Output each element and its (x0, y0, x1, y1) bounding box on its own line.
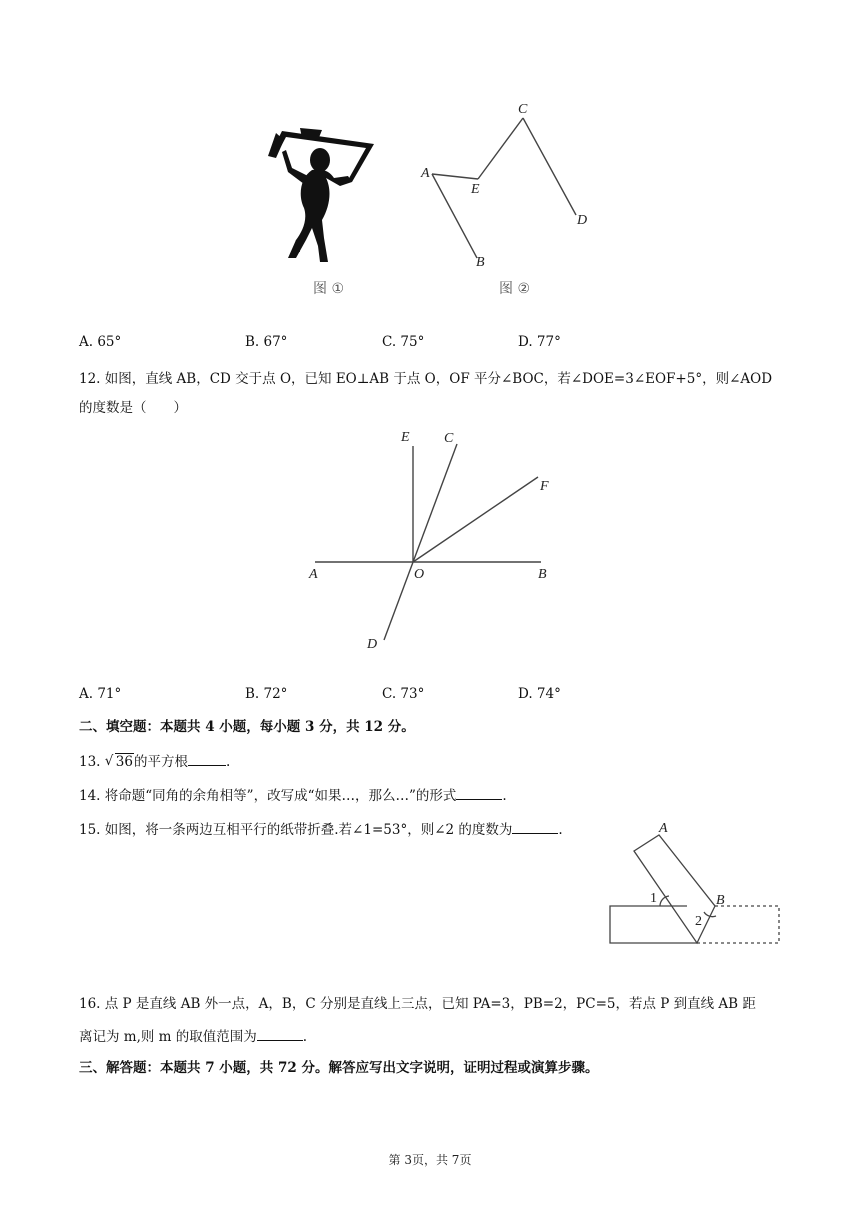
q14-question (79, 785, 507, 806)
q11-option-c: C. 75° (382, 334, 425, 350)
sqrt-expression (105, 752, 134, 772)
q12-option-c: C. 73° (382, 686, 425, 702)
q16-question-line2 (79, 1026, 307, 1047)
figure-caption-1: 图 ① (313, 281, 345, 297)
label-C: C (518, 102, 528, 117)
q11-option-a: A. 65° (79, 334, 122, 350)
label-A: A (309, 567, 318, 582)
label-B: B (538, 567, 547, 582)
q12-question-line2: 的度数是（ ） (79, 400, 187, 416)
q15-text: 15. 如图，将一条两边互相平行的纸带折叠.若∠1=53°，则∠2 的度数为 (79, 822, 513, 838)
q16-answer-blank[interactable] (257, 1026, 303, 1041)
q12-option-b: B. 72° (245, 686, 288, 702)
q13-number: 13. (79, 754, 101, 770)
q13-text: 的平方根 (133, 754, 188, 770)
label-D: D (577, 213, 588, 228)
q11-option-d: D. 77° (518, 334, 561, 350)
label-B: B (476, 255, 485, 270)
section-heading-fill-in: 二、填空题：本题共 4 小题，每小题 3 分，共 12 分。 (79, 719, 415, 735)
label-E: E (401, 430, 410, 445)
q13-answer-blank[interactable] (188, 751, 226, 766)
label-angle-2: 2 (695, 914, 702, 929)
q12-option-a: A. 71° (79, 686, 122, 702)
q12-question-line1: 12. 如图，直线 AB，CD 交于点 O，已知 EO⊥AB 于点 O，OF 平分∠BOC，若∠DOE=3∠EOF+5°，则∠AOD (79, 371, 773, 387)
q13-end: . (225, 754, 231, 770)
q12-option-d: D. 74° (518, 686, 561, 702)
label-angle-1: 1 (650, 891, 657, 906)
label-O: O (414, 567, 425, 582)
label-E: E (471, 182, 480, 197)
label-A: A (421, 166, 430, 181)
q16-end: . (302, 1029, 308, 1045)
sqrt-sign: √ (104, 753, 114, 769)
polyline-diagram (432, 118, 576, 258)
figure-15 (0, 810, 860, 960)
section-heading-solutions: 三、解答题：本题共 7 小题，共 72 分。解答应写出文字说明，证明过程或演算步骤。 (79, 1060, 599, 1076)
q11-option-b: B. 67° (245, 334, 288, 350)
figure-caption-2: 图 ② (499, 281, 531, 297)
label-C: C (444, 431, 454, 446)
q14-text: 14. 将命题“同角的余角相等”，改写成“如果…，那么…”的形式 (79, 788, 457, 804)
q14-end: . (502, 788, 507, 804)
figure-12 (0, 420, 860, 660)
sqrt-radicand: 36 (115, 754, 133, 770)
page-footer: 第 3页，共 7页 (388, 1153, 472, 1167)
label-B: B (716, 893, 725, 908)
q15-end: . (558, 822, 563, 838)
label-D: D (367, 637, 378, 652)
label-F: F (540, 479, 549, 494)
figure-11 (0, 0, 860, 310)
q16-question-line1: 16. 点 P 是直线 AB 外一点，A，B，C 分别是直线上三点，已知 PA=3，PB=2，PC=5，若点 P 到直线 AB 距 (79, 996, 756, 1012)
label-A: A (659, 821, 668, 836)
dancer-silhouette (268, 128, 374, 262)
q13-question (79, 751, 230, 772)
q14-answer-blank[interactable] (456, 785, 502, 800)
q16-text: 离记为 m,则 m 的取值范围为 (79, 1029, 257, 1045)
